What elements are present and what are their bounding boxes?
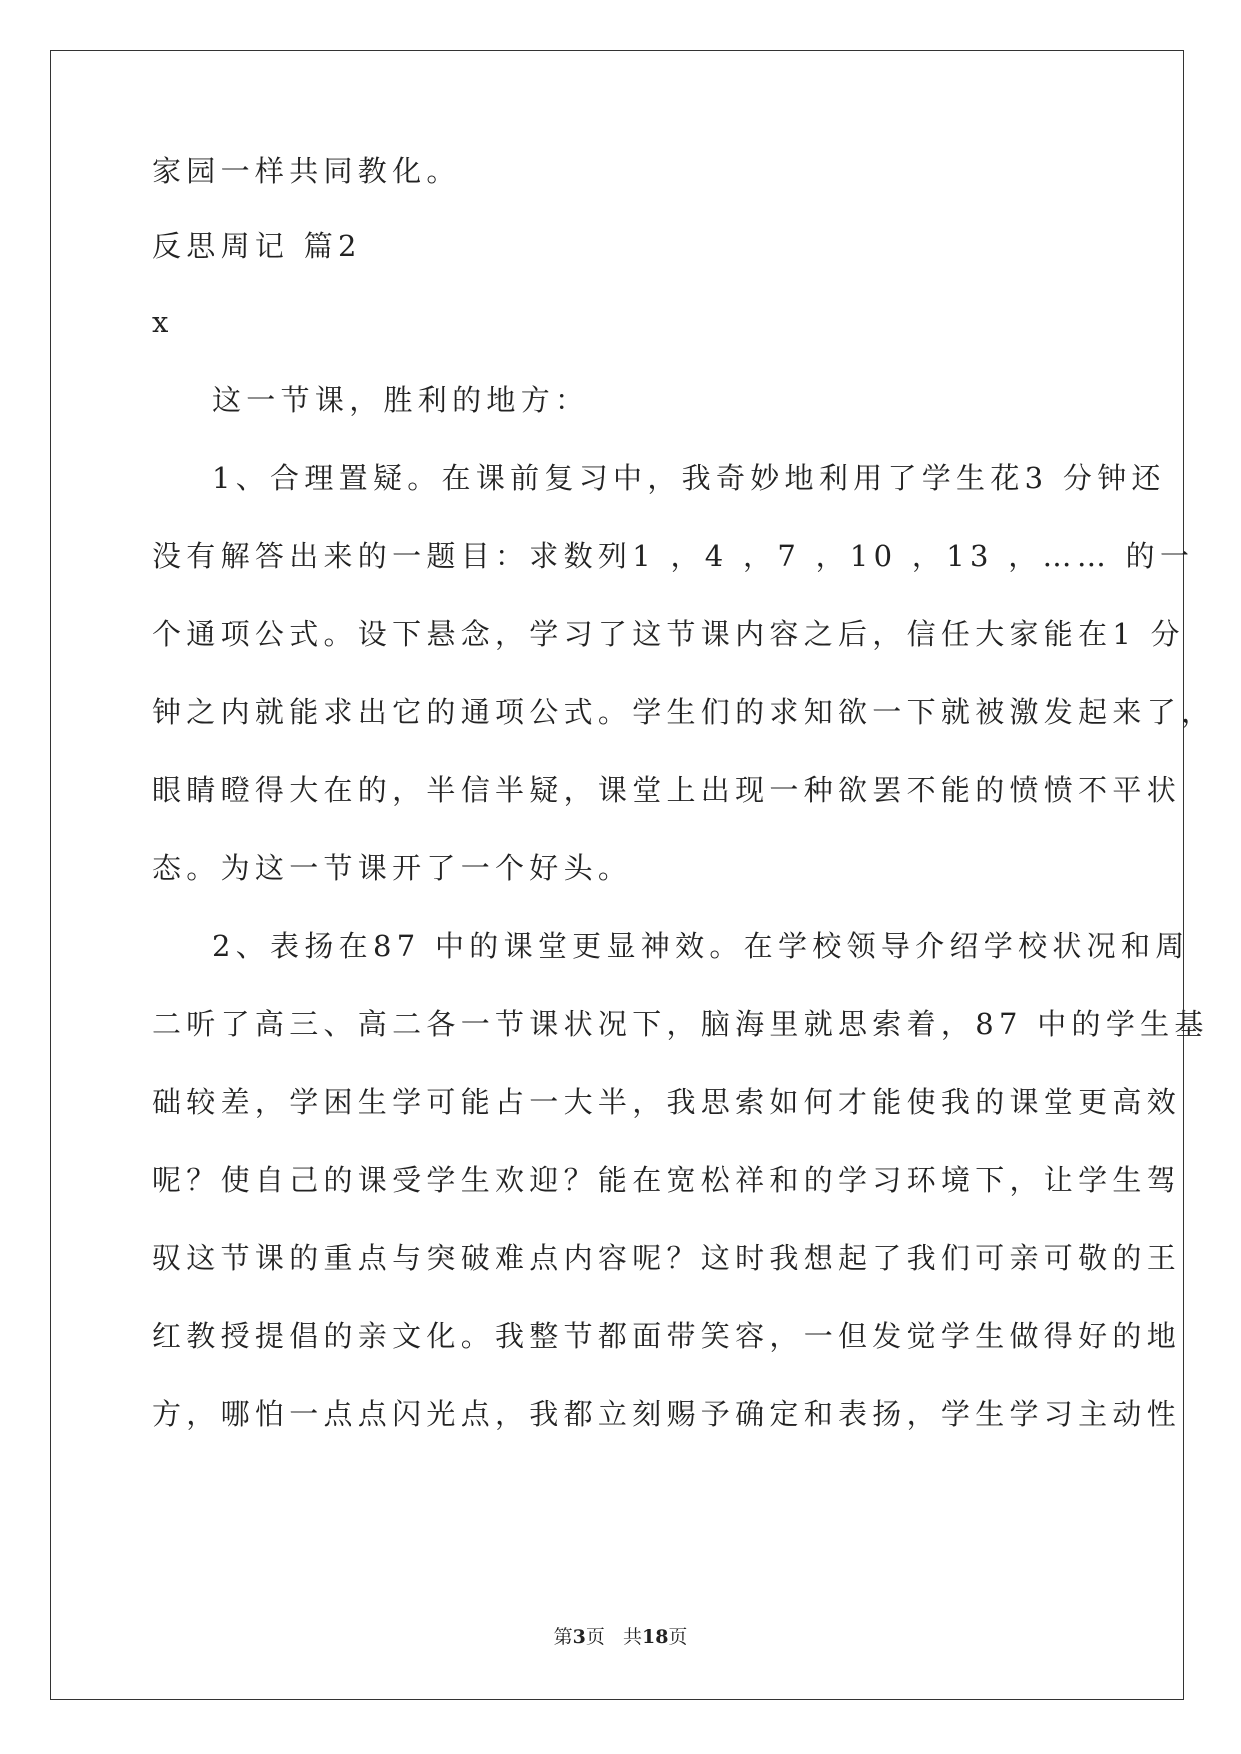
footer-total-pages: 18 bbox=[641, 1626, 669, 1648]
text-line-intro: 这一节课，胜利的地方： bbox=[212, 383, 590, 417]
section-heading: 反思周记 篇2 bbox=[152, 229, 362, 263]
footer-current-page: 3 bbox=[572, 1626, 586, 1648]
paragraph-2-line-7: 方，哪怕一点点闪光点，我都立刻赐予确定和表扬，学生学习主动性 bbox=[152, 1397, 1182, 1431]
footer-page-word: 页 bbox=[585, 1626, 605, 1648]
paragraph-1-line-3: 个通项公式。设下悬念，学习了这节课内容之后，信任大家能在1 分 bbox=[152, 617, 1185, 651]
paragraph-1-line-6: 态。为这一节课开了一个好头。 bbox=[152, 851, 633, 885]
paragraph-2-line-6: 红教授提倡的亲文化。我整节都面带笑容，一但发觉学生做得好的地 bbox=[152, 1319, 1182, 1353]
footer-prefix: 第 bbox=[553, 1626, 573, 1648]
paragraph-2-line-2: 二听了高三、高二各一节课状况下，脑海里就思索着，87 中的学生基 bbox=[152, 1007, 1209, 1041]
paragraph-1-line-1: 1、合理置疑。在课前复习中，我奇妙地利用了学生花3 分钟还 bbox=[212, 461, 1166, 495]
text-line-x: x bbox=[152, 305, 174, 339]
footer-total-suffix: 页 bbox=[668, 1626, 688, 1648]
paragraph-2-line-1: 2、表扬在87 中的课堂更显神效。在学校领导介绍学校状况和周 bbox=[212, 929, 1190, 963]
page-footer bbox=[0, 1624, 1241, 1650]
paragraph-1-line-4: 钟之内就能求出它的通项公式。学生们的求知欲一下就被激发起来了， bbox=[152, 695, 1216, 729]
paragraph-2-line-3: 础较差，学困生学可能占一大半，我思索如何才能使我的课堂更高效 bbox=[152, 1085, 1182, 1119]
text-line-1: 家园一样共同教化。 bbox=[152, 154, 461, 188]
footer-total-prefix: 共 bbox=[622, 1626, 642, 1648]
paragraph-2-line-5: 驭这节课的重点与突破难点内容呢？这时我想起了我们可亲可敬的王 bbox=[152, 1241, 1182, 1275]
paragraph-1-line-5: 眼睛瞪得大在的，半信半疑，课堂上出现一种欲罢不能的愤愤不平状 bbox=[152, 773, 1182, 807]
paragraph-2-line-4: 呢？使自己的课受学生欢迎？能在宽松祥和的学习环境下，让学生驾 bbox=[152, 1163, 1182, 1197]
paragraph-1-line-2: 没有解答出来的一题目：求数列1 ，4 ，7 ，10 ，13 ，…… 的一 bbox=[152, 539, 1195, 573]
